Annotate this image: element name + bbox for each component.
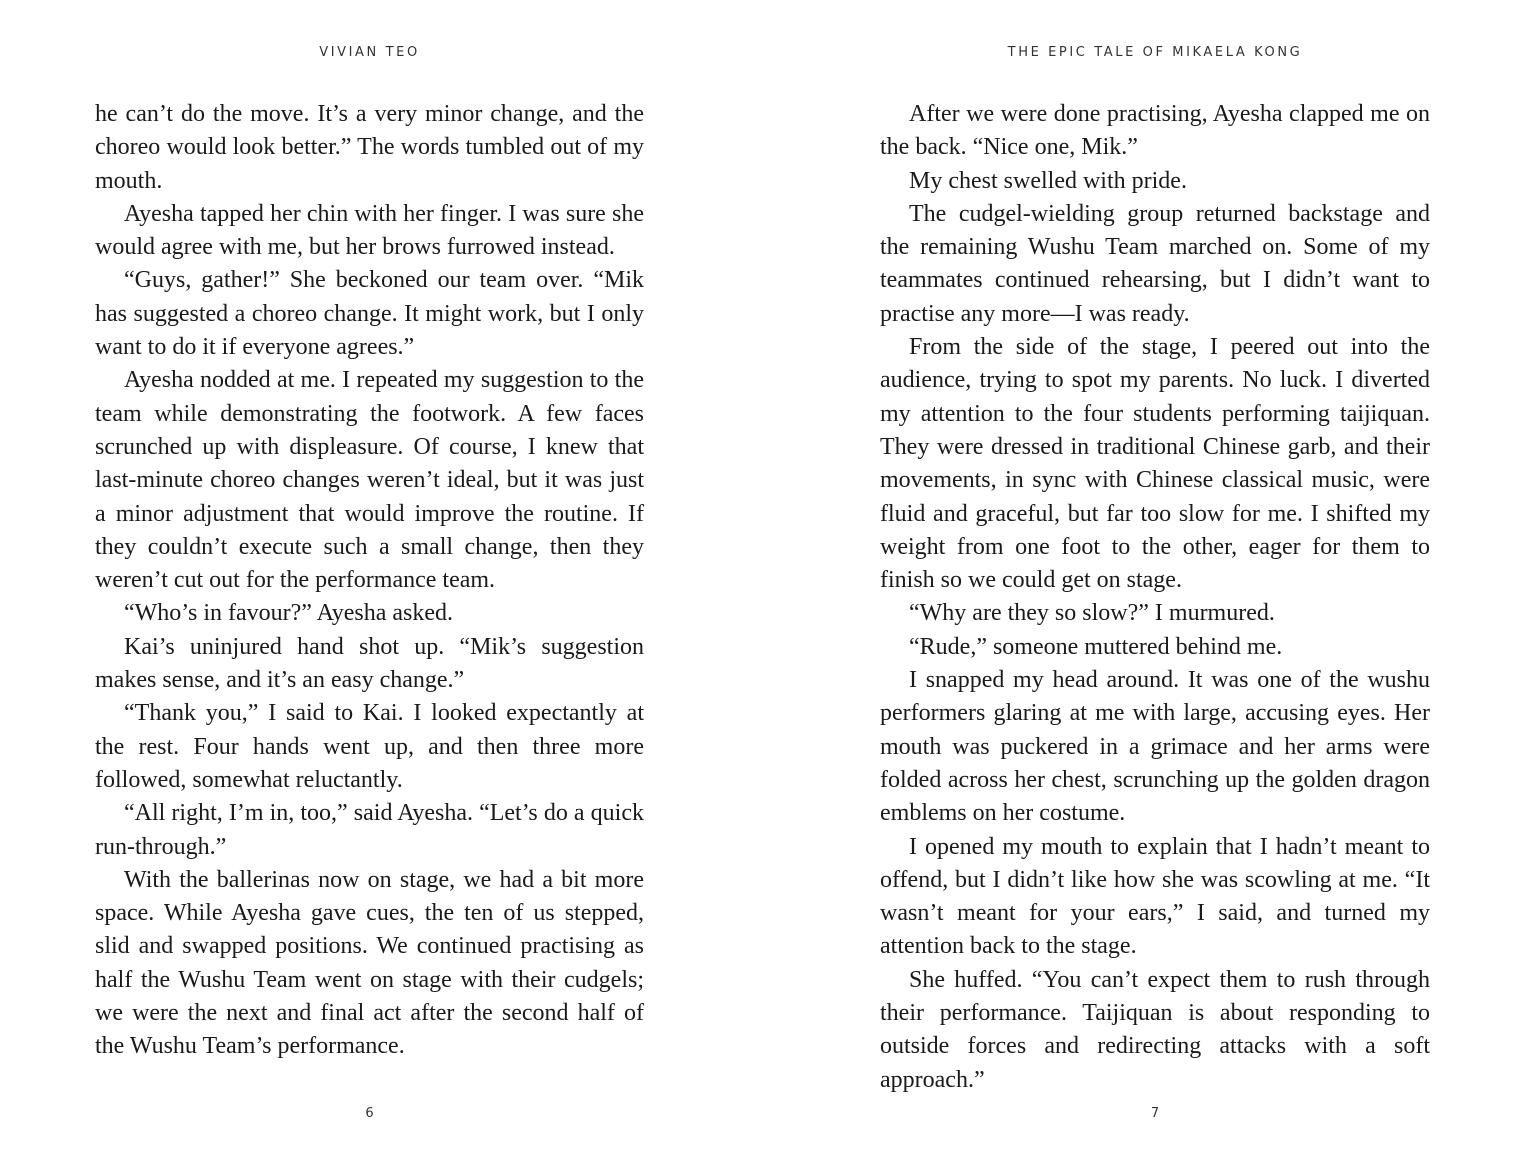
running-head-author: VIVIAN TEO <box>319 45 420 60</box>
paragraph: After we were done practising, Ayesha clapped me on the back. “Nice one, Mik.” <box>880 101 1430 161</box>
right-page-body <box>880 98 1430 1097</box>
paragraph: The cudgel-wielding group returned backstage and the remaining Wushu Team marched on. Some of my teammates continued rehearsing, but I didn’t want to practise any more—I was ready. <box>880 200 1430 327</box>
paragraph: My chest swelled with pride. <box>909 167 1187 194</box>
running-head-title: THE EPIC TALE OF MIKAELA KONG <box>1007 45 1303 60</box>
paragraph: With the ballerinas now on stage, we had a bit more space. While Ayesha gave cues, the ten of us stepped, slid and swapped positions. We continued practising as half the Wushu Team went on stage with their cudgels; we were the next and final act after the second half of the Wushu Team’s performance. <box>95 866 644 1060</box>
paragraph: I opened my mouth to explain that I hadn’t meant to offend, but I didn’t like how she was scowling at me. “It wasn’t meant for your ears,” I said, and turned my attention back to the stage. <box>880 833 1430 960</box>
paragraph: “All right, I’m in, too,” said Ayesha. “Let’s do a quick run-through.” <box>95 800 644 860</box>
paragraph: She huffed. “You can’t expect them to rush through their performance. Taijiquan is about responding to outside forces and redirecting attacks with a soft approach.” <box>880 966 1430 1093</box>
paragraph: Kai’s uninjured hand shot up. “Mik’s suggestion makes sense, and it’s an easy change.” <box>95 633 644 694</box>
paragraph: I snapped my head around. It was one of the wushu performers glaring at me with large, accusing eyes. Her mouth was puckered in a grimace and her arms were folded across her chest, scrunching up the golden dragon emblems on her costume. <box>880 667 1430 827</box>
paragraph: he can’t do the move. It’s a very minor change, and the choreo would look better.” The words tumbled out of my mouth. <box>95 101 644 194</box>
right-page <box>762 0 1524 1170</box>
paragraph: From the side of the stage, I peered out into the audience, trying to spot my parents. No luck. I diverted my attention to the four students performing taijiquan. They were dressed in traditional Chinese garb, and their movements, in sync with Chinese classical music, were fluid and graceful, but far too slow for me. I shifted my weight from one foot to the other, eager for them to finish so we could get on stage. <box>880 334 1430 594</box>
page-number: 7 <box>1150 1106 1160 1121</box>
paragraph: “Who’s in favour?” Ayesha asked. <box>124 600 454 627</box>
left-page-body <box>95 98 644 1064</box>
paragraph: “Thank you,” I said to Kai. I looked expectantly at the rest. Four hands went up, and then three more followed, somewhat reluctantly. <box>95 700 644 793</box>
paragraph: “Rude,” someone muttered behind me. <box>909 633 1283 660</box>
paragraph: “Guys, gather!” She beckoned our team over. “Mik has suggested a choreo change. It might work, but I only want to do it if everyone agrees.” <box>95 267 644 361</box>
paragraph: “Why are they so slow?” I murmured. <box>909 600 1275 627</box>
page-number: 6 <box>365 1106 374 1121</box>
paragraph: Ayesha tapped her chin with her finger. I was sure she would agree with me, but her brows furrowed instead. <box>95 200 644 261</box>
paragraph: Ayesha nodded at me. I repeated my suggestion to the team while demonstrating the footwork. A few faces scrunched up with displeasure. Of course, I knew that last-minute choreo changes weren’t ideal, but it was just a minor adjustment that would improve the routine. If they couldn’t execute such a small change, then they weren’t cut out for the performance team. <box>95 367 644 594</box>
